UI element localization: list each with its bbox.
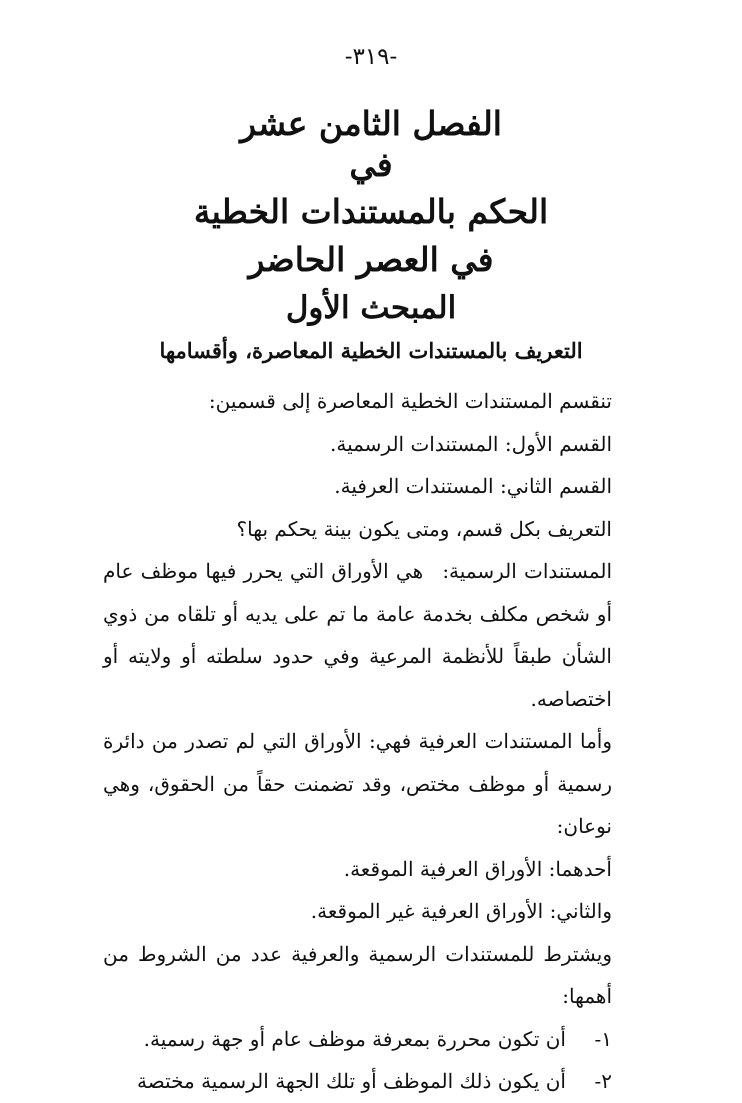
type-one: أحدهما: الأوراق العرفية الموقعة. <box>343 856 612 881</box>
conditions-intro: ويشترط للمستندات الرسمية والعرفية عدد من الشروط من أهمها: <box>103 941 612 1008</box>
condition-number: ٢- <box>594 1069 612 1093</box>
condition-item <box>103 1060 612 1103</box>
section-title: المبحث الأول <box>285 290 457 326</box>
official-label: المستندات الرسمية: <box>442 559 612 583</box>
official-definition-paragraph <box>103 550 612 720</box>
intro-paragraph: تنقسم المستندات الخطية المعاصرة إلى قسمين: <box>208 389 612 413</box>
part-one: القسم الأول: المستندات الرسمية. <box>329 431 612 456</box>
chapter-title-line-1: الفصل الثامن عشر <box>240 104 502 143</box>
customary-definition: وأما المستندات العرفية فهي: الأوراق التي لم تصدر من دائرة رسمية أو موظف مختص، وقد تضمنت حقاً من الحقوق، وهي نوعان: <box>103 729 612 838</box>
official-definition: هي الأوراق التي يحرر فيها موظف عام أو شخص مكلف بخدمة عامة ما تم على يديه أو تلقاه من ذوي الشأن طبقاً للأنظمة المرعية وفي حدود سلطته أو ولايته أو اختصاصه. <box>103 559 612 711</box>
chapter-title-line-3: الحكم بالمستندات الخطية <box>193 192 549 231</box>
condition-text: أن يكون ذلك الموظف أو تلك الجهة الرسمية مختصة <box>136 1069 566 1093</box>
chapter-title-line-4: في العصر الحاضر <box>248 240 494 279</box>
condition-item <box>103 1018 612 1061</box>
type-two: والثاني: الأوراق العرفية غير الموقعة. <box>310 899 612 923</box>
page-number: -٣١٩- <box>344 44 398 70</box>
condition-text: أن تكون محررة بمعرفة موظف عام أو جهة رسمية. <box>143 1026 566 1051</box>
definition-question: التعريف بكل قسم، ومتى يكون بينة يحكم بها؟ <box>236 516 612 541</box>
part-two: القسم الثاني: المستندات العرفية. <box>334 474 612 498</box>
section-subtitle: التعريف بالمستندات الخطية المعاصرة، وأقسامها <box>159 338 583 363</box>
chapter-title-line-2: في <box>349 145 393 184</box>
condition-number: ١- <box>594 1026 612 1051</box>
body-text <box>103 380 612 1103</box>
